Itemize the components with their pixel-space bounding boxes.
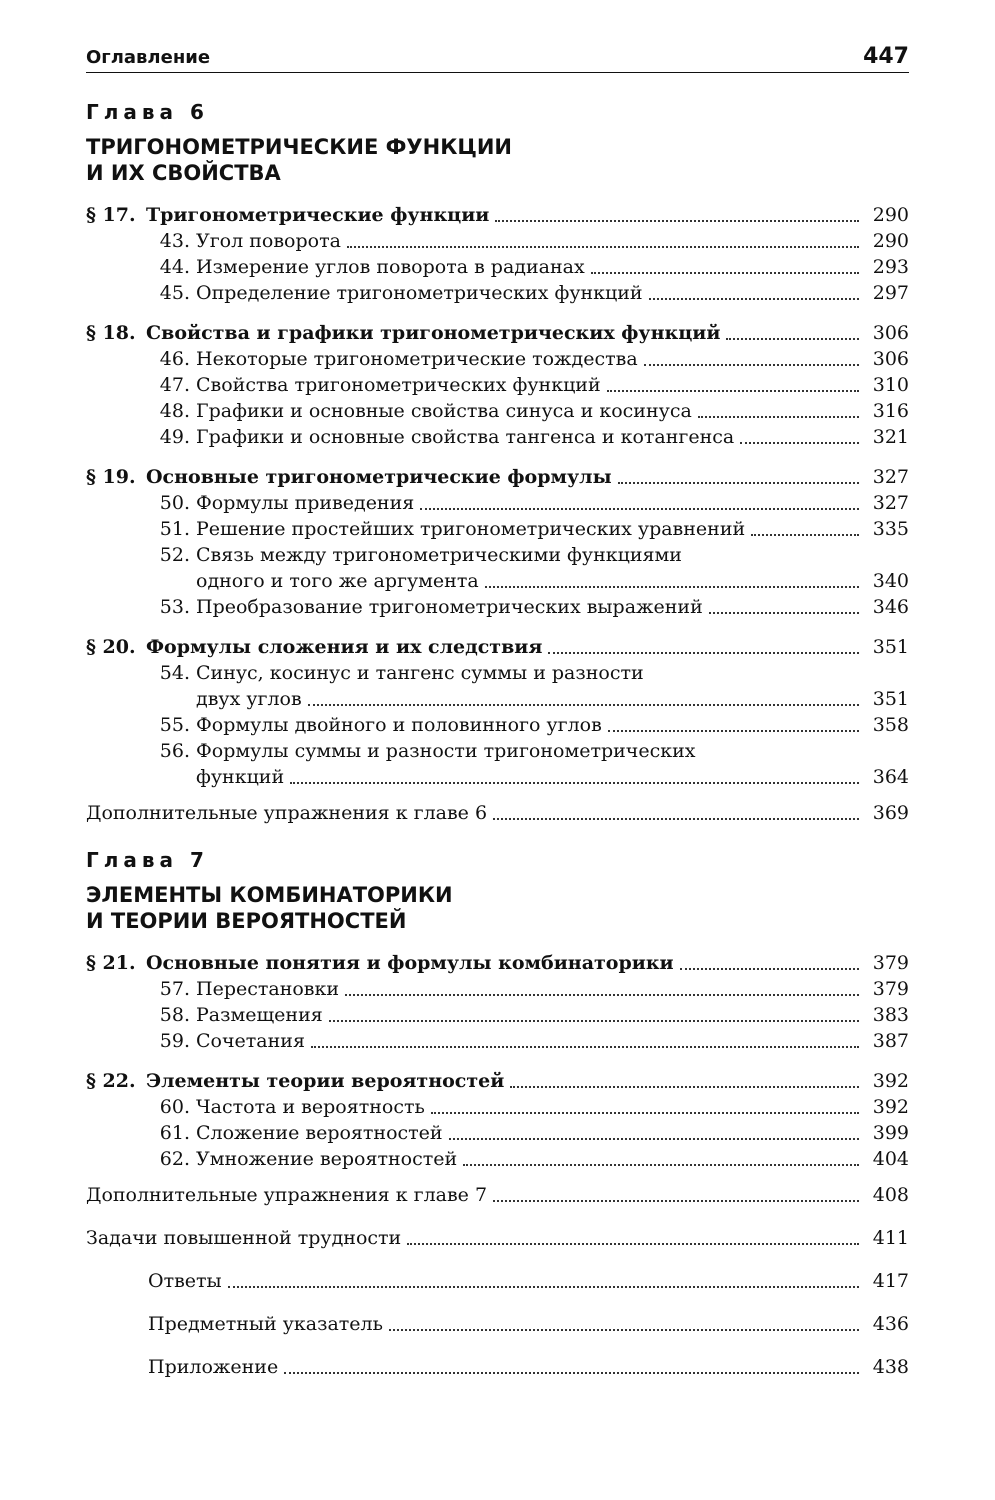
toc-page (86, 44, 909, 1380)
entry-number: 62. (159, 1148, 190, 1170)
entry-number: 45. (159, 282, 190, 304)
chapter-7-title-line-1: ЭЛЕМЕНТЫ КОМБИНАТОРИКИ (86, 883, 453, 907)
page-number: 447 (863, 44, 909, 69)
entry-page: 379 (872, 952, 909, 974)
toc-entry-49[interactable] (86, 424, 909, 450)
entry-title: Сочетания (196, 1030, 305, 1052)
entry-title: Измерение углов поворота в радианах (196, 256, 585, 278)
entry-page: 321 (872, 426, 909, 448)
entry-page: 351 (872, 636, 909, 658)
dot-leader (644, 364, 859, 366)
dot-leader (510, 1086, 859, 1088)
entry-number: 61. (159, 1122, 190, 1144)
dot-leader (347, 246, 859, 248)
toc-entry-extra-exercises-7[interactable] (86, 1182, 909, 1208)
toc-entry-section-17[interactable] (86, 202, 909, 228)
entry-number: 47. (159, 374, 190, 396)
entry-number: 54. (159, 662, 190, 684)
toc-entry-appendix[interactable] (86, 1354, 909, 1380)
toc-entry-extra-exercises-6[interactable] (86, 800, 909, 826)
toc-entry-60[interactable] (86, 1094, 909, 1120)
entry-page: 438 (872, 1356, 909, 1378)
entry-number: 48. (159, 400, 190, 422)
entry-title: Формулы суммы и разности тригонометрических (196, 740, 696, 762)
entry-number: 52. (159, 544, 190, 566)
entry-number: 57. (159, 978, 190, 1000)
entry-title: Свойства тригонометрических функций (196, 374, 601, 396)
dot-leader (618, 482, 859, 484)
entry-number: 60. (159, 1096, 190, 1118)
dot-leader (449, 1138, 859, 1140)
entry-number: 43. (159, 230, 190, 252)
toc-entry-answers[interactable] (86, 1268, 909, 1294)
entry-number: § 17. (86, 204, 136, 226)
entry-page: 379 (872, 978, 909, 1000)
entry-title: Формулы приведения (196, 492, 415, 514)
toc-entry-56[interactable] (86, 738, 909, 764)
entry-number: 46. (159, 348, 190, 370)
toc-entry-61[interactable] (86, 1120, 909, 1146)
toc-entry-59[interactable] (86, 1028, 909, 1054)
entry-page: 327 (872, 466, 909, 488)
toc-entry-46[interactable] (86, 346, 909, 372)
entry-page: 358 (872, 714, 909, 736)
running-head (86, 44, 909, 73)
entry-number: § 20. (86, 636, 136, 658)
section-20 (86, 634, 909, 790)
entry-page: 387 (872, 1030, 909, 1052)
dot-leader (608, 730, 859, 732)
entry-title-continued: одного и того же аргумента (196, 570, 479, 592)
dot-leader (493, 1200, 859, 1202)
entry-title: Элементы теории вероятностей (146, 1070, 505, 1092)
entry-page: 383 (872, 1004, 909, 1026)
dot-leader (308, 704, 859, 706)
dot-leader (228, 1286, 859, 1288)
entry-title: Предметный указатель (148, 1313, 383, 1335)
entry-page: 351 (872, 688, 909, 710)
entry-title: Определение тригонометрических функций (196, 282, 643, 304)
entry-title: Свойства и графики тригонометрических функций (146, 322, 721, 344)
entry-page: 392 (872, 1096, 909, 1118)
entry-page: 404 (872, 1148, 909, 1170)
toc-entry-56-continued[interactable] (86, 764, 909, 790)
entry-title: Угол поворота (196, 230, 341, 252)
dot-leader (548, 652, 859, 654)
entry-page: 417 (872, 1270, 909, 1292)
toc-entry-45[interactable] (86, 280, 909, 306)
toc-entry-section-19[interactable] (86, 464, 909, 490)
toc-entry-51[interactable] (86, 516, 909, 542)
toc-entry-54[interactable] (86, 660, 909, 686)
entry-title: Связь между тригонометрическими функциями (196, 544, 682, 566)
toc-entry-52[interactable] (86, 542, 909, 568)
chapter-7-title-line-2: И ТЕОРИИ ВЕРОЯТНОСТЕЙ (86, 909, 407, 933)
entry-page: 399 (872, 1122, 909, 1144)
entry-title: Преобразование тригонометрических выражений (196, 596, 703, 618)
dot-leader (284, 1372, 859, 1374)
dot-leader (591, 272, 859, 274)
entry-title: Графики и основные свойства тангенса и котангенса (196, 426, 735, 448)
dot-leader (485, 586, 859, 588)
section-18 (86, 320, 909, 450)
entry-number: 55. (159, 714, 190, 736)
entry-page: 306 (872, 322, 909, 344)
dot-leader (345, 994, 859, 996)
section-21 (86, 950, 909, 1054)
entry-title: Сложение вероятностей (196, 1122, 443, 1144)
dot-leader (698, 416, 859, 418)
running-head-title: Оглавление (86, 47, 211, 68)
entry-title: Умножение вероятностей (196, 1148, 458, 1170)
toc-entry-54-continued[interactable] (86, 686, 909, 712)
entry-number: 59. (159, 1030, 190, 1052)
entry-title: Перестановки (196, 978, 340, 1000)
dot-leader (290, 782, 859, 784)
entry-page: 335 (872, 518, 909, 540)
entry-number: 56. (159, 740, 190, 762)
toc-entry-44[interactable] (86, 254, 909, 280)
entry-number: § 21. (86, 952, 136, 974)
dot-leader (495, 220, 859, 222)
entry-page: 293 (872, 256, 909, 278)
entry-number: § 22. (86, 1070, 136, 1092)
chapter-7-label: Глава 7 (86, 848, 209, 872)
entry-title: Решение простейших тригонометрических уравнений (196, 518, 746, 540)
dot-leader (407, 1243, 859, 1245)
entry-title: Формулы сложения и их следствия (146, 636, 543, 658)
dot-leader (311, 1046, 859, 1048)
entry-title-continued: функций (196, 766, 285, 788)
entry-page: 369 (872, 802, 909, 824)
chapter-7-title (86, 882, 909, 934)
entry-page: 327 (872, 492, 909, 514)
entry-page: 436 (872, 1313, 909, 1335)
entry-title: Частота и вероятность (196, 1096, 425, 1118)
chapter-6-title (86, 134, 909, 186)
toc-entry-47[interactable] (86, 372, 909, 398)
entry-page: 290 (872, 230, 909, 252)
entry-page: 297 (872, 282, 909, 304)
toc-entry-50[interactable] (86, 490, 909, 516)
entry-number: 44. (159, 256, 190, 278)
dot-leader (649, 298, 859, 300)
toc-entry-55[interactable] (86, 712, 909, 738)
chapter-6-label: Глава 6 (86, 100, 209, 124)
chapter-6-title-line-2: И ИХ СВОЙСТВА (86, 161, 281, 185)
entry-title: Дополнительные упражнения к главе 7 (86, 1184, 488, 1206)
entry-page: 310 (872, 374, 909, 396)
toc-entry-section-18[interactable] (86, 320, 909, 346)
entry-number: § 18. (86, 322, 136, 344)
toc-entry-53[interactable] (86, 594, 909, 620)
entry-title: Синус, косинус и тангенс суммы и разности (196, 662, 644, 684)
toc-entry-section-22[interactable] (86, 1068, 909, 1094)
toc-entry-section-20[interactable] (86, 634, 909, 660)
entry-page: 346 (872, 596, 909, 618)
dot-leader (420, 508, 859, 510)
entry-title: Приложение (148, 1356, 279, 1378)
entry-page: 408 (872, 1184, 909, 1206)
dot-leader (431, 1112, 859, 1114)
entry-title: Формулы двойного и половинного углов (196, 714, 602, 736)
entry-number: 50. (159, 492, 190, 514)
section-17 (86, 202, 909, 306)
toc-entry-62[interactable] (86, 1146, 909, 1172)
entry-page: 290 (872, 204, 909, 226)
entry-title: Задачи повышенной трудности (86, 1227, 402, 1249)
entry-page: 411 (872, 1227, 909, 1249)
section-19 (86, 464, 909, 620)
toc-entry-58[interactable] (86, 1002, 909, 1028)
dot-leader (740, 442, 859, 444)
entry-title: Некоторые тригонометрические тождества (196, 348, 638, 370)
entry-number: 53. (159, 596, 190, 618)
entry-title: Тригонометрические функции (146, 204, 490, 226)
entry-title: Размещения (196, 1004, 323, 1026)
dot-leader (329, 1020, 859, 1022)
entry-title: Дополнительные упражнения к главе 6 (86, 802, 488, 824)
dot-leader (463, 1164, 859, 1166)
entry-page: 306 (872, 348, 909, 370)
entry-number: 51. (159, 518, 190, 540)
entry-page: 364 (872, 766, 909, 788)
entry-number: § 19. (86, 466, 136, 488)
toc-entry-52-continued[interactable] (86, 568, 909, 594)
toc-entry-43[interactable] (86, 228, 909, 254)
entry-number: 58. (159, 1004, 190, 1026)
dot-leader (680, 968, 859, 970)
chapter-6-title-line-1: ТРИГОНОМЕТРИЧЕСКИЕ ФУНКЦИИ (86, 135, 512, 159)
dot-leader (726, 338, 859, 340)
toc-entry-48[interactable] (86, 398, 909, 424)
entry-title: Графики и основные свойства синуса и косинуса (196, 400, 692, 422)
entry-title: Ответы (148, 1270, 222, 1292)
toc-entry-hard-problems[interactable] (86, 1225, 909, 1251)
toc-entry-57[interactable] (86, 976, 909, 1002)
entry-page: 316 (872, 400, 909, 422)
dot-leader (389, 1329, 859, 1331)
toc-entry-section-21[interactable] (86, 950, 909, 976)
entry-title-continued: двух углов (196, 688, 302, 710)
dot-leader (709, 612, 859, 614)
entry-page: 392 (872, 1070, 909, 1092)
toc-entry-subject-index[interactable] (86, 1311, 909, 1337)
entry-page: 340 (872, 570, 909, 592)
dot-leader (493, 818, 859, 820)
entry-number: 49. (159, 426, 190, 448)
section-22 (86, 1068, 909, 1172)
dot-leader (751, 534, 859, 536)
dot-leader (607, 390, 859, 392)
entry-title: Основные тригонометрические формулы (146, 466, 612, 488)
entry-title: Основные понятия и формулы комбинаторики (146, 952, 674, 974)
